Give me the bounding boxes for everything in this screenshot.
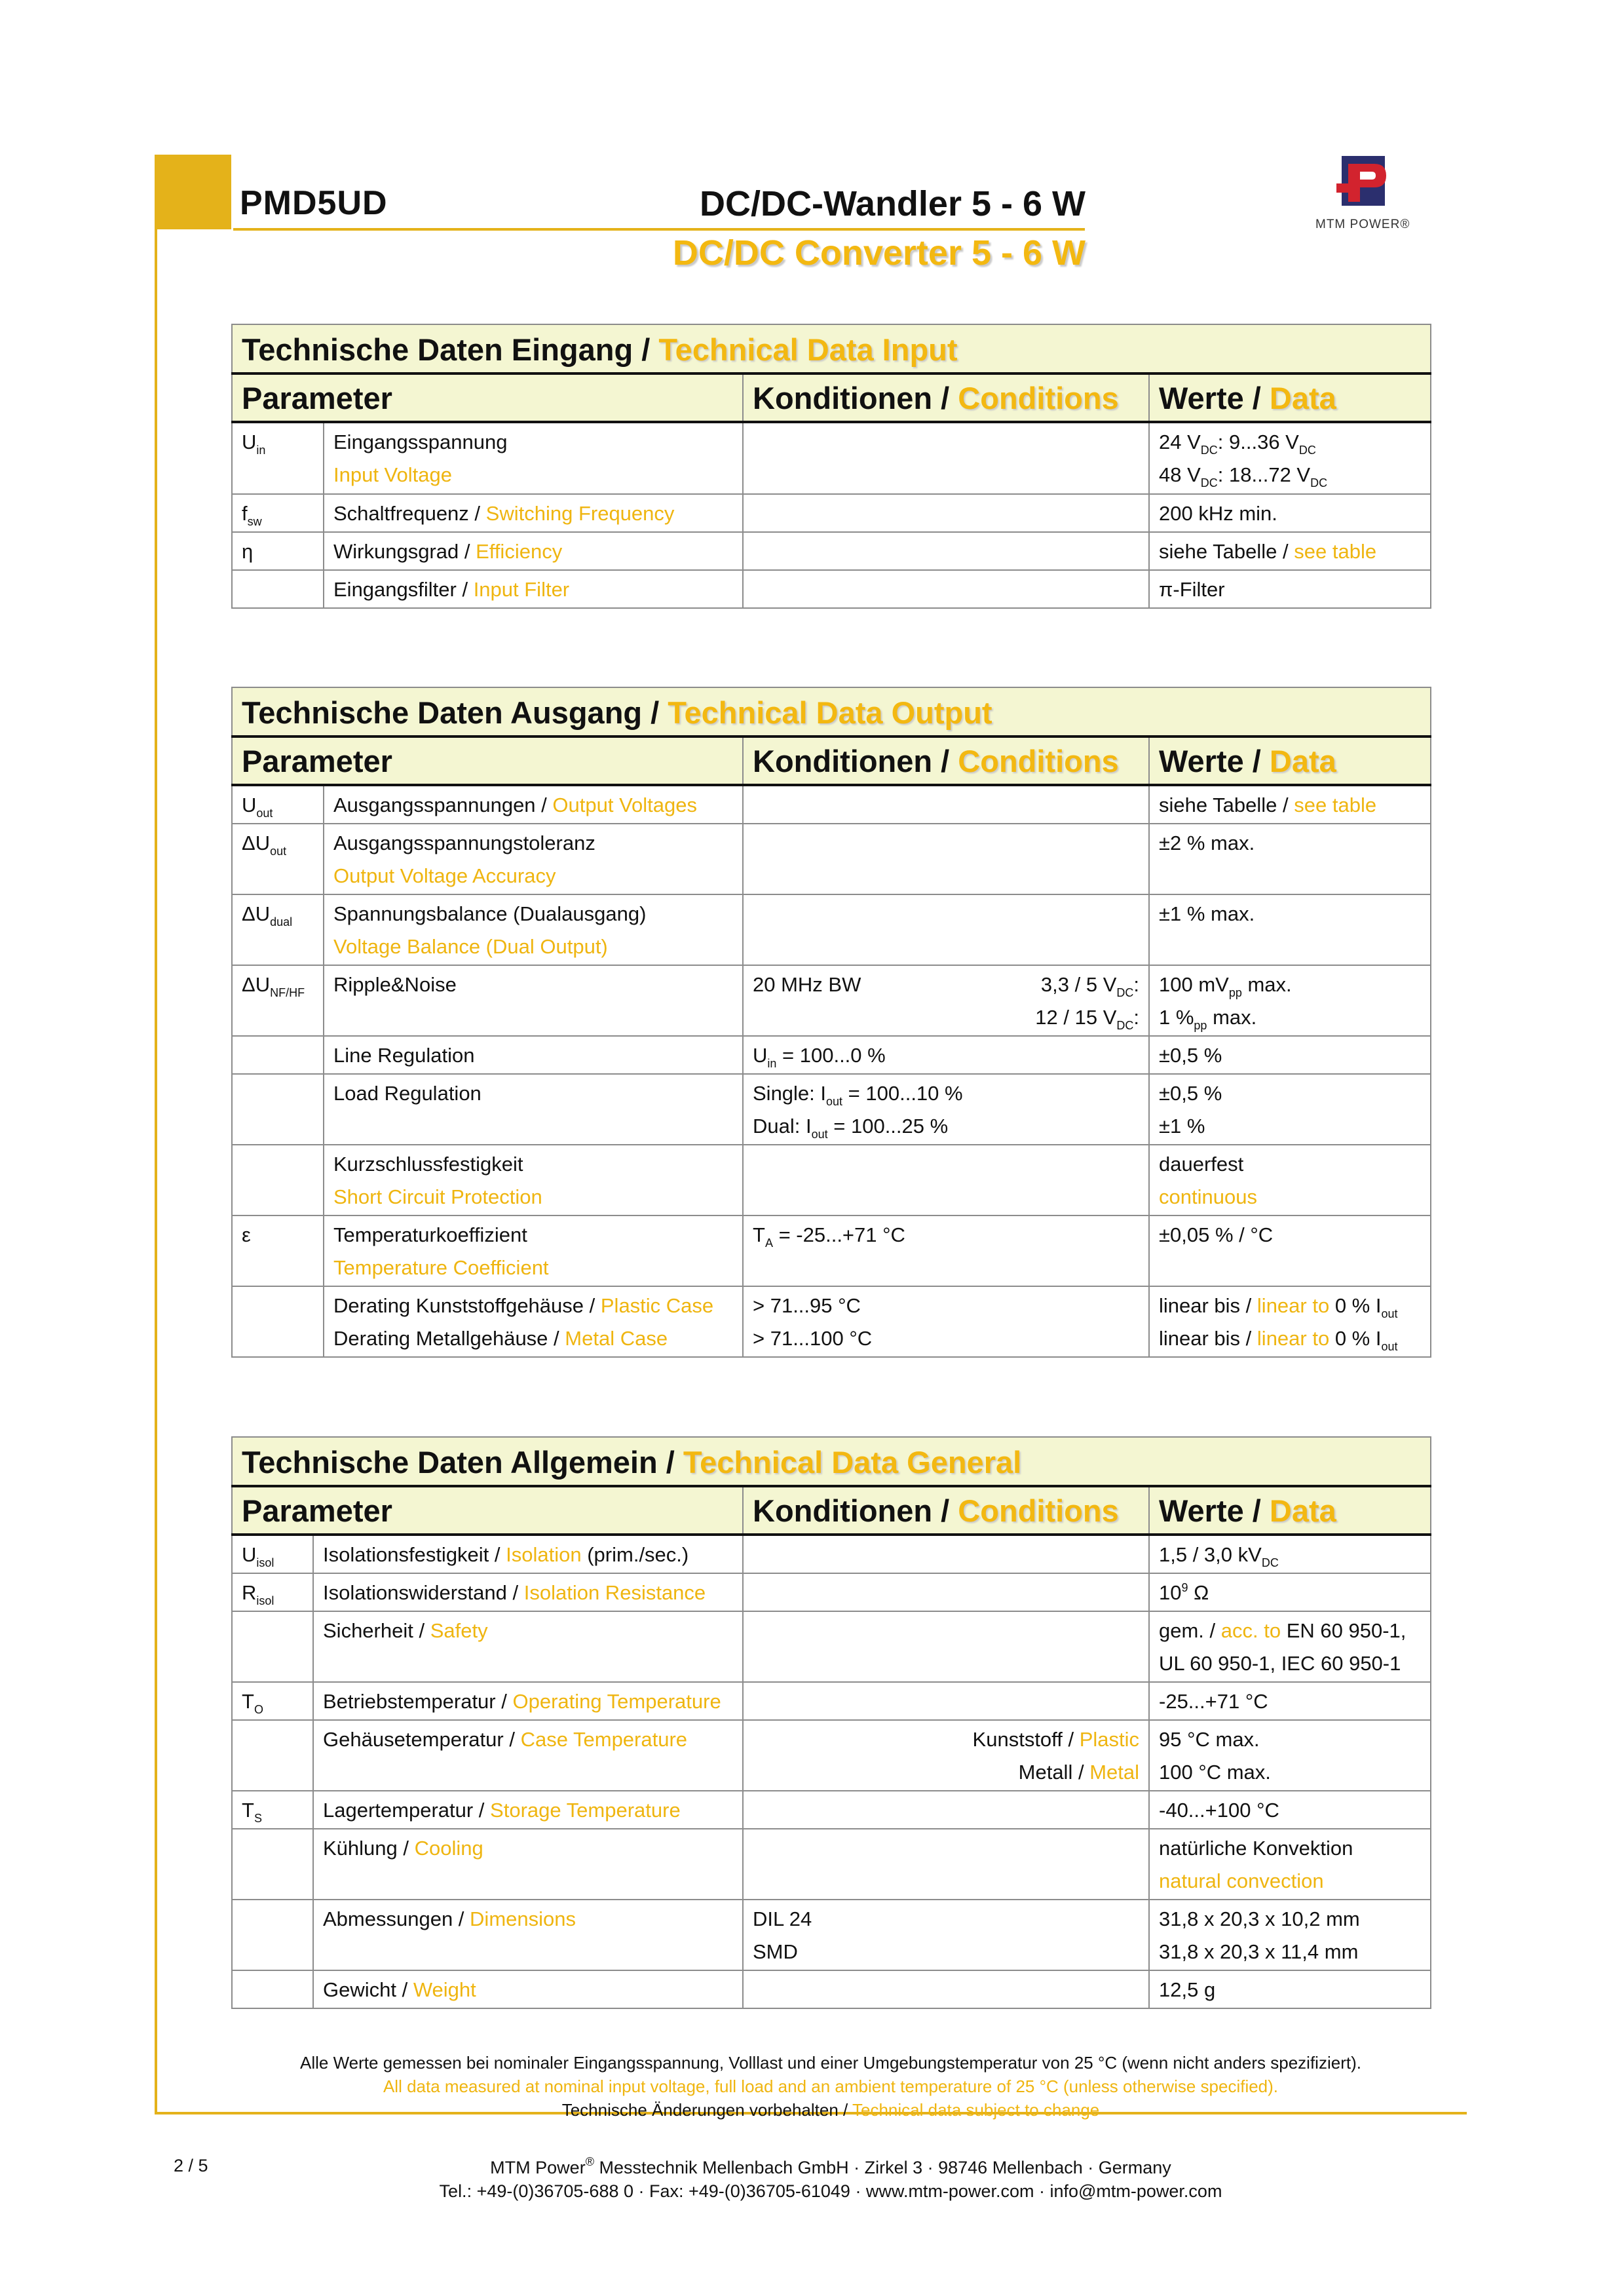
table-row — [232, 1791, 1431, 1829]
value: siehe Tabelle / see table — [1149, 785, 1431, 824]
symbol: $U_{isol}$ — [232, 1535, 313, 1573]
condition — [743, 1535, 1149, 1573]
value: 12,5 g — [1149, 1970, 1431, 2008]
parameter-name: Lagertemperatur / Storage Temperature — [313, 1791, 743, 1829]
value: 24 $V_{DC}$: 9...36 $V_{DC}$ 48 $V_{DC}$: 18...72 $V_{DC}$ — [1149, 422, 1431, 494]
symbol: $R_{isol}$ — [232, 1573, 313, 1611]
column-header-conditions: Konditionen / Conditions — [743, 737, 1149, 785]
condition — [743, 1611, 1149, 1682]
condition — [743, 422, 1149, 494]
section-title-german: Technische Daten Allgemein / — [242, 1445, 675, 1480]
value: dauerfest continuous — [1149, 1145, 1431, 1215]
symbol — [232, 1970, 313, 2008]
condition: $U_{in} = 100...0$ % — [743, 1036, 1149, 1074]
parameter-name: Kurzschlussfestigkeit Short Circuit Protection — [324, 1145, 743, 1215]
symbol: $U_{out}$ — [232, 785, 324, 824]
table-header-row — [232, 373, 1431, 422]
symbol — [232, 1829, 313, 1900]
condition — [743, 1791, 1149, 1829]
value: $10^9$ Ω — [1149, 1573, 1431, 1611]
company-contact: Tel.: +49-(0)36705-688 0 · Fax: +49-(0)36705-61049 · www.mtm-power.com · info@mtm-power.com — [439, 2181, 1222, 2201]
table-row — [232, 785, 1431, 824]
value: siehe Tabelle / see table — [1149, 532, 1431, 570]
condition — [743, 1145, 1149, 1215]
section-title-english: Technical Data Input — [658, 332, 958, 367]
table-row — [232, 1682, 1431, 1720]
symbol — [232, 1074, 324, 1145]
condition: Single: $I_{out} = 100...10$ % Dual: $I_{out} = 100...25$ % — [743, 1074, 1149, 1145]
parameter-name: Sicherheit / Safety — [313, 1611, 743, 1682]
symbol — [232, 1036, 324, 1074]
parameter-name: Schaltfrequenz / Switching Frequency — [324, 494, 743, 532]
section-title-german: Technische Daten Eingang / — [242, 332, 651, 367]
measurement-notes — [231, 2051, 1430, 2122]
condition: 20 MHz BW 3,3 / 5 $V_{DC}$: 12 / 15 $V_{DC}$: — [743, 965, 1149, 1036]
parameter-name: Eingangsfilter / Input Filter — [324, 570, 743, 608]
value: ±0,5 % — [1149, 1036, 1431, 1074]
value: 31,8 x 20,3 x 10,2 mm 31,8 x 20,3 x 11,4 mm — [1149, 1900, 1431, 1970]
table-row — [232, 1215, 1431, 1286]
section-title-german: Technische Daten Ausgang / — [242, 695, 660, 730]
symbol: $f_{sw}$ — [232, 494, 324, 532]
value: π-Filter — [1149, 570, 1431, 608]
condition — [743, 1573, 1149, 1611]
symbol — [232, 1611, 313, 1682]
value: ±2 % max. — [1149, 824, 1431, 894]
condition: Kunststoff / Plastic Metall / Metal — [743, 1720, 1149, 1791]
logo-caption: MTM POWER® — [1315, 218, 1410, 231]
table-row — [232, 1970, 1431, 2008]
table-row — [232, 1573, 1431, 1611]
parameter-name: Isolationswiderstand / Isolation Resistance — [313, 1573, 743, 1611]
condition — [743, 1682, 1149, 1720]
value: 100 $mV_{pp}$ max. 1 $\%_{pp}$ max. — [1149, 965, 1431, 1036]
parameter-name: Kühlung / Cooling — [313, 1829, 743, 1900]
page-title-german: DC/DC-Wandler 5 - 6 W — [699, 184, 1086, 223]
column-header-data: Werte / Data — [1149, 1486, 1431, 1535]
value: linear bis / linear to 0 % $I_{out}$ linear bis / linear to 0 % $I_{out}$ — [1149, 1286, 1431, 1357]
company-address: MTM Power® Messtechnik Mellenbach GmbH · Zirkel 3 · 98746 Mellenbach · Germany — [490, 2155, 1171, 2177]
value: 95 °C max. 100 °C max. — [1149, 1720, 1431, 1791]
table-row — [232, 1286, 1431, 1357]
table-caption — [232, 1437, 1431, 1486]
title-underline — [233, 228, 1085, 231]
value: ±1 % max. — [1149, 894, 1431, 965]
table-row — [232, 494, 1431, 532]
note-english: All data measured at nominal input voltage, full load and an ambient temperature of 25 °C (unless otherwise specified). — [383, 2076, 1279, 2096]
condition — [743, 494, 1149, 532]
column-header-data: Werte / Data — [1149, 737, 1431, 785]
page-number: 2 / 5 — [174, 2156, 208, 2175]
symbol: η — [232, 532, 324, 570]
value: natürliche Konvektion natural convection — [1149, 1829, 1431, 1900]
symbol — [232, 1145, 324, 1215]
column-header-conditions: Konditionen / Conditions — [743, 373, 1149, 422]
table-header-row — [232, 1486, 1431, 1535]
page-title-english: DC/DC Converter 5 - 6 W — [672, 233, 1086, 273]
table-row — [232, 824, 1431, 894]
input-data-table — [231, 324, 1431, 609]
note-changes: Technische Änderungen vorbehalten / Technical data subject to change — [561, 2100, 1100, 2120]
column-header-parameter: Parameter — [232, 737, 743, 785]
condition: > 71...95 °C > 71...100 °C — [743, 1286, 1149, 1357]
left-border-line — [155, 155, 157, 2114]
parameter-name: Betriebstemperatur / Operating Temperature — [313, 1682, 743, 1720]
table-row — [232, 965, 1431, 1036]
parameter-name: Wirkungsgrad / Efficiency — [324, 532, 743, 570]
symbol: $\Delta U_{out}$ — [232, 824, 324, 894]
condition: $T_A = -25...+71$ °C — [743, 1215, 1149, 1286]
column-header-parameter: Parameter — [232, 373, 743, 422]
condition — [743, 894, 1149, 965]
table-row — [232, 532, 1431, 570]
symbol: $U_{in}$ — [232, 422, 324, 494]
condition: DIL 24 SMD — [743, 1900, 1149, 1970]
value: ±0,5 % ±1 % — [1149, 1074, 1431, 1145]
table-caption — [232, 687, 1431, 737]
table-row — [232, 1829, 1431, 1900]
symbol — [232, 1286, 324, 1357]
output-data-table — [231, 687, 1431, 1358]
parameter-name: Abmessungen / Dimensions — [313, 1900, 743, 1970]
section-title-english: Technical Data Output — [668, 695, 992, 730]
symbol: $T_O$ — [232, 1682, 313, 1720]
table-row — [232, 1145, 1431, 1215]
table-row — [232, 1535, 1431, 1573]
parameter-name: Spannungsbalance (Dualausgang) Voltage Balance (Dual Output) — [324, 894, 743, 965]
parameter-name: Gehäusetemperatur / Case Temperature — [313, 1720, 743, 1791]
table-row — [232, 894, 1431, 965]
parameter-name: Ripple&Noise — [324, 965, 743, 1036]
condition — [743, 570, 1149, 608]
parameter-name: Temperaturkoeffizient Temperature Coefficient — [324, 1215, 743, 1286]
table-row — [232, 422, 1431, 494]
value: -25...+71 °C — [1149, 1682, 1431, 1720]
value: -40...+100 °C — [1149, 1791, 1431, 1829]
note-german: Alle Werte gemessen bei nominaler Eingangsspannung, Volllast und einer Umgebungstemperatur von 25 °C (wenn nicht anders spezifiziert). — [300, 2053, 1361, 2073]
table-row — [232, 1036, 1431, 1074]
parameter-name: Isolationsfestigkeit / Isolation (prim./sec.) — [313, 1535, 743, 1573]
value: ±0,05 % / °C — [1149, 1215, 1431, 1286]
parameter-name: Derating Kunststoffgehäuse / Plastic Case Derating Metallgehäuse / Metal Case — [324, 1286, 743, 1357]
condition — [743, 824, 1149, 894]
column-header-conditions: Konditionen / Conditions — [743, 1486, 1149, 1535]
symbol: $T_S$ — [232, 1791, 313, 1829]
parameter-name: Line Regulation — [324, 1036, 743, 1074]
condition — [743, 532, 1149, 570]
parameter-name: Eingangsspannung Input Voltage — [324, 422, 743, 494]
table-row — [232, 1074, 1431, 1145]
condition — [743, 1970, 1149, 2008]
column-header-data: Werte / Data — [1149, 373, 1431, 422]
table-row — [232, 1720, 1431, 1791]
symbol: $\Delta U_{NF/HF}$ — [232, 965, 324, 1036]
value: 200 kHz min. — [1149, 494, 1431, 532]
symbol — [232, 570, 324, 608]
symbol: ε — [232, 1215, 324, 1286]
table-row — [232, 1900, 1431, 1970]
condition — [743, 1829, 1149, 1900]
general-data-table — [231, 1436, 1431, 2009]
value: gem. / acc. to EN 60 950-1, UL 60 950-1, IEC 60 950-1 — [1149, 1611, 1431, 1682]
table-row — [232, 1611, 1431, 1682]
table-header-row — [232, 737, 1431, 785]
company-footer — [231, 2156, 1430, 2203]
value: 1,5 / 3,0 $kV_{DC}$ — [1149, 1535, 1431, 1573]
condition — [743, 785, 1149, 824]
product-code: PMD5UD — [240, 184, 388, 222]
parameter-name: Gewicht / Weight — [313, 1970, 743, 2008]
table-row — [232, 570, 1431, 608]
parameter-name: Load Regulation — [324, 1074, 743, 1145]
section-title-english: Technical Data General — [683, 1445, 1022, 1480]
column-header-parameter: Parameter — [232, 1486, 743, 1535]
accent-corner-block — [155, 155, 231, 229]
parameter-name: Ausgangsspannungstoleranz Output Voltage Accuracy — [324, 824, 743, 894]
parameter-name: Ausgangsspannungen / Output Voltages — [324, 785, 743, 824]
symbol — [232, 1900, 313, 1970]
symbol: $\Delta U_{dual}$ — [232, 894, 324, 965]
symbol — [232, 1720, 313, 1791]
table-caption — [232, 324, 1431, 373]
